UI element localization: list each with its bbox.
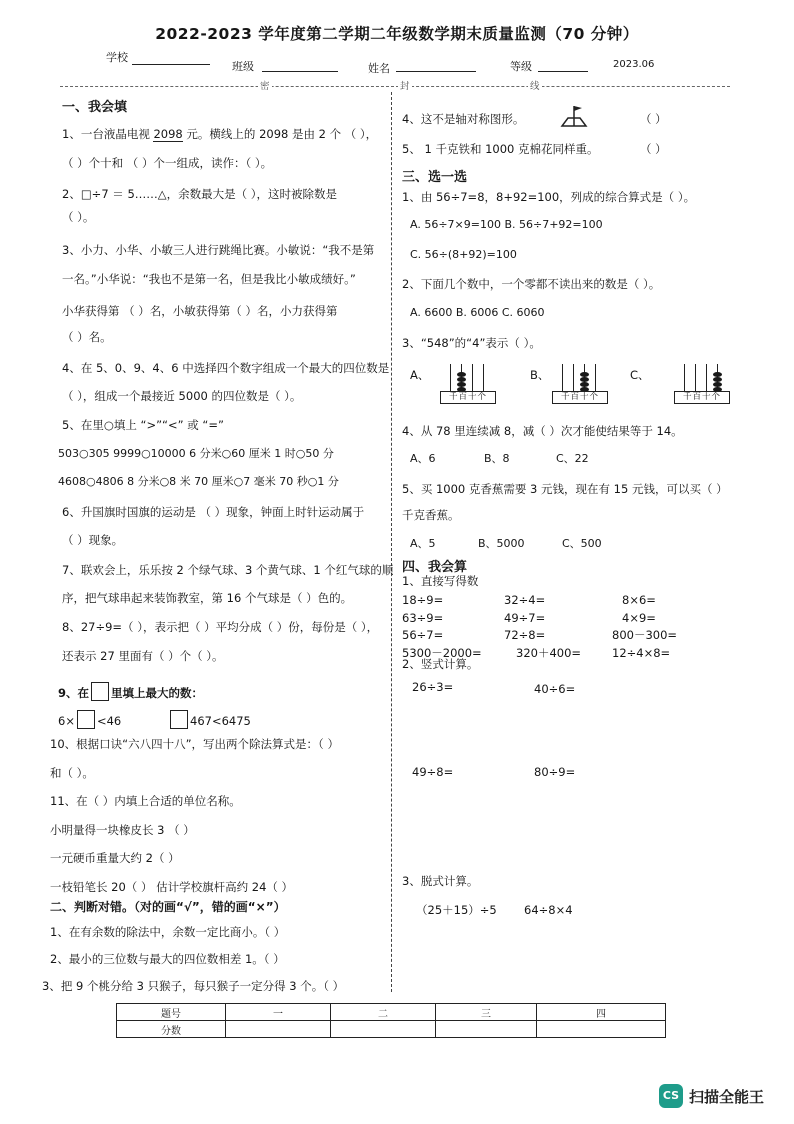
calc-item: 4×9= [622,610,656,625]
direct-calc-title: 1、直接写得数 [402,574,479,588]
q9-post: 里填上最大的数： [111,686,204,700]
q4-line-2: （ ），组成一个最接近 5000 的四位数是（ ）。 [62,389,302,403]
score-cell: 二 [331,1004,436,1021]
section-4-title: 四、我会算 [402,560,468,575]
calc-item: 320＋400= [516,645,582,660]
school-label: 学校 [106,51,128,64]
vertical-calc-1: 26÷3= [412,680,454,694]
class-field[interactable] [262,71,338,72]
section-2-title: 二、判断对错。（对的画“√”，错的画“×”） [50,900,286,914]
choice-4: 4、从 78 里连续减 8，减（ ）次才能使结果等于 14。 [402,424,683,438]
judge-2: 2、最小的三位数与最大的四位数相差 1。（ ） [50,952,285,966]
score-input-cell[interactable] [331,1021,436,1038]
q2-line-1: 2、□÷7 ＝ 5……△，余数最大是（ ），这时被除数是 [62,187,338,201]
choice-3-label-a: A、 [410,368,430,382]
calc-item: 12÷4×8= [612,645,671,660]
direct-calc-col-1 [402,592,482,662]
step-calc-1: （25＋15）÷5 [416,903,497,917]
score-input-cell[interactable] [226,1021,331,1038]
score-input-cell[interactable] [537,1021,666,1038]
blank-box-icon[interactable] [77,710,95,729]
direct-calc-col-3 [612,592,677,662]
q5-row-1: 503○305 9999○10000 6 分米○60 厘米 1 时○50 分 [58,447,334,460]
seal-line [60,86,730,87]
q11-title: 11、在（ ）内填上合适的单位名称。 [50,794,241,808]
q10-line-2: 和（ ）。 [50,766,94,780]
judge-4: 4、这不是轴对称图形。 [402,112,525,126]
q9-e2-post: 467<6475 [190,714,251,728]
q3-line-3: 小华获得第 （ ）名，小敏获得第（ ）名，小力获得第 [62,304,338,318]
calc-item: 49÷7= [504,610,546,625]
score-cell: 四 [537,1004,666,1021]
choice-4-opt-b: B、8 [484,452,510,465]
q1-line-1 [62,127,377,141]
calc-item: 8×6= [622,593,656,607]
q9-expr-1 [58,710,121,729]
choice-5-opt-b: B、5000 [478,537,525,550]
q1-pre: 1、一台液晶电视 [62,127,150,141]
vertical-calc-4: 80÷9= [534,765,576,779]
judge-4-paren: （ ） [640,112,667,126]
q11-c: 一枝铅笔长 20（ ） 估计学校旗杆高约 24（ ） [50,880,294,894]
choice-5-line-2: 千克香蕉。 [402,508,460,522]
vertical-calc-3: 49÷8= [412,765,454,779]
calc-item: 32÷4= [504,593,546,607]
blank-box-icon[interactable] [170,710,188,729]
q11-b: 一元硬币重量大约 2（ ） [50,851,180,865]
calc-item: 72÷8= [504,628,546,642]
camscanner-logo-icon: CS [659,1084,683,1108]
q9-pre: 9、在 [58,686,90,700]
calc-item: 5300－2000= [402,645,482,660]
judge-1: 1、在有余数的除法中，余数一定比商小。（ ） [50,925,286,939]
choice-5-opt-a: A、5 [410,537,436,550]
exam-date: 2023.06 [613,59,655,70]
choice-3-label-c: C、 [630,368,650,382]
q8-line-2: 还表示 27 里面有（ ）个（ ）。 [62,649,224,663]
q7-line-2: 序，把气球串起来装饰教室，第 16 个气球是（ ）色的。 [62,591,353,605]
score-table-row [117,1004,666,1021]
q9-e1-pre: 6× [58,714,75,728]
abacus-b-icon: 千百十个 [552,362,606,404]
choice-5-line-1: 5、买 1000 克香蕉需要 3 元钱，现在有 15 元钱，可以买（ ） [402,482,728,496]
column-divider [391,92,392,992]
choice-1: 1、由 56÷7=8，8+92=100，列成的综合算式是（ ）。 [402,190,696,204]
q3-line-4: （ ）名。 [62,330,112,344]
q1-post: 元。横线上的 2098 是由 2 个 （ ）， [186,127,378,141]
q11-a: 小明量得一块橡皮长 3 （ ） [50,823,195,837]
section-1-title: 一、我会填 [62,100,128,115]
score-cell: 一 [226,1004,331,1021]
judge-5-paren: （ ） [640,142,667,156]
score-cell: 题号 [117,1004,226,1021]
q1-price: 2098 [153,127,183,141]
blank-box-icon [91,682,109,701]
q7-line-1: 7、联欢会上，乐乐按 2 个绿气球、3 个黄气球、1 个红气球的顺 [62,563,394,577]
score-cell: 三 [436,1004,537,1021]
seal-word-1: 密 [258,78,272,92]
judge-3: 3、把 9 个桃分给 3 只猴子，每只猴子一定分得 3 个。（ ） [42,979,345,993]
q9-expr-2 [168,710,251,729]
q4-line-1: 4、在 5、0、9、4、6 中选择四个数字组成一个最大的四位数是 [62,361,390,375]
choice-4-opt-c: C、22 [556,452,589,465]
grade-field[interactable] [538,71,588,72]
score-cell: 分数 [117,1021,226,1038]
step-calc-2: 64÷8×4 [524,903,573,917]
calc-item: 18÷9= [402,593,444,607]
choice-4-opt-a: A、6 [410,452,436,465]
exam-title: 2022-2023 学年度第二学期二年级数学期末质量监测（70 分钟） [155,25,639,43]
q9-title [58,682,203,701]
choice-3-label-b: B、 [530,368,550,382]
step-calc-title: 3、脱式计算。 [402,874,479,888]
abacus-a-icon: 千百十个 [440,362,494,404]
q2-line-2: （ ）。 [62,210,95,224]
score-table [116,1003,666,1038]
section-3-title: 三、选一选 [402,170,468,185]
score-table-row [117,1021,666,1038]
choice-5-opt-c: C、500 [562,537,602,550]
q5-row-2: 4608○4806 8 分米○8 米 70 厘米○7 毫米 70 秒○1 分 [58,475,339,488]
flag-shape-icon [556,102,592,130]
q1-line-2: （ ）个十和 （ ）个一组成，读作：（ ）。 [62,156,273,170]
q10-line-1: 10、根据口诀“六八四十八”，写出两个除法算式是：（ ） [50,737,339,751]
q8-line-1: 8、27÷9=（ ），表示把（ ）平均分成（ ）份，每份是（ ）， [62,620,379,634]
class-label: 班级 [232,60,254,73]
choice-2: 2、下面几个数中，一个零都不读出来的数是（ ）。 [402,277,661,291]
score-input-cell[interactable] [436,1021,537,1038]
calc-item: 63÷9= [402,610,444,625]
abacus-c-icon: 千百十个 [674,362,728,404]
calc-item: 56÷7= [402,628,444,642]
choice-2-opts: A. 6600 B. 6006 C. 6060 [410,306,545,319]
seal-word-2: 封 [398,78,412,92]
choice-1-ab: A. 56÷7×9=100 B. 56÷7+92=100 [410,218,603,231]
q9-e1-post: <46 [96,714,122,728]
name-label: 姓名 [368,62,390,75]
grade-label: 等级 [510,60,532,73]
q5-title: 5、在里○填上 “>”“<” 或 “=” [62,418,224,432]
judge-5: 5、 1 千克铁和 1000 克棉花同样重。 [402,142,599,156]
camscanner-watermark-text: 扫描全能王 [689,1088,765,1106]
choice-3: 3、“548”的“4”表示（ ）。 [402,336,541,350]
vertical-calc-2: 40÷6= [534,682,576,696]
q3-line-1: 3、小力、小华、小敏三人进行跳绳比赛。小敏说：“我不是第 [62,243,375,257]
q6-line-1: 6、升国旗时国旗的运动是 （ ）现象，钟面上时针运动属于 [62,505,365,519]
vertical-calc-title: 2、竖式计算。 [402,657,479,671]
choice-1-c: C. 56÷(8+92)=100 [410,248,517,261]
direct-calc-col-2 [504,592,581,662]
q3-line-2: 一名。”小华说：“我也不是第一名，但是我比小敏成绩好。” [62,272,356,286]
calc-item: 800－300= [612,628,678,642]
name-field[interactable] [396,71,476,72]
q6-line-2: （ ）现象。 [62,533,124,547]
school-field[interactable] [132,64,210,65]
seal-word-3: 线 [528,78,542,92]
